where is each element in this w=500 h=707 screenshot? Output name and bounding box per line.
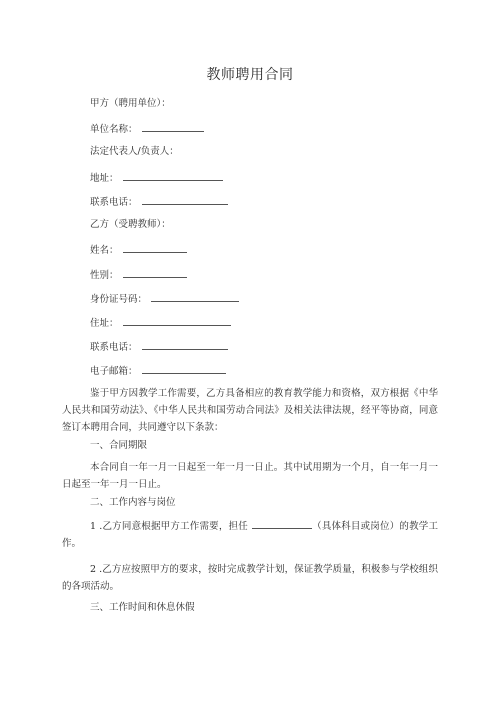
subject-blank <box>252 519 312 529</box>
unit-name-blank <box>142 122 204 132</box>
unit-name-line <box>90 122 204 136</box>
section1-paragraph: 本合同自一年一月一日起至一年一月一日止。其中试用期为一个月，自一年一月一日起至一年一月一日止。 <box>62 462 438 490</box>
gender-line <box>90 268 187 282</box>
address-a-label: 地址： <box>90 173 119 184</box>
name-label: 姓名： <box>90 245 119 256</box>
section2-heading: 二、工作内容与岗位 <box>90 497 176 508</box>
address-b-label: 住址： <box>90 318 119 329</box>
gender-blank <box>123 268 187 278</box>
phone-b-blank <box>142 340 228 350</box>
phone-a-blank <box>142 195 228 205</box>
phone-a-label: 联系电话： <box>90 197 138 208</box>
section1-heading: 一、合同期限 <box>90 440 148 451</box>
email-label: 电子邮箱： <box>90 366 138 377</box>
address-a-blank <box>123 171 223 181</box>
address-b-line <box>90 316 231 330</box>
email-line <box>90 364 226 378</box>
unit-name-label: 单位名称： <box>90 124 138 135</box>
name-line <box>90 243 187 257</box>
section2-item2: 2 .乙方应按照甲方的要求，按时完成教学计划，保证教学质量，积极参与学校组织的各项活动。 <box>62 564 438 592</box>
phone-a-line <box>90 195 228 209</box>
email-blank <box>142 364 226 374</box>
address-b-blank <box>123 316 231 326</box>
name-blank <box>123 243 187 253</box>
phone-b-label: 联系电话： <box>90 342 138 353</box>
id-label: 身份证号码： <box>90 294 148 305</box>
preamble-paragraph: 鉴于甲方因教学工作需要，乙方具备相应的教育教学能力和资格，双方根据《中华人民共和国劳动法》、《中华人民共和国劳动合同法》及相关法律法规，经平等协商，同意签订本聘用合同，共同遵守以下条款： <box>62 388 438 433</box>
party-b-heading: 乙方（受聘教师）： <box>90 219 171 230</box>
id-line <box>90 292 239 306</box>
section3-heading: 三、工作时间和休息休假 <box>90 602 195 613</box>
party-a-heading: 甲方（聘用单位）： <box>90 98 171 109</box>
section2-item1-prefix: 1 .乙方同意根据甲方工作需要，担任 <box>90 521 248 532</box>
document-title: 教师聘用合同 <box>206 67 294 83</box>
phone-b-line <box>90 340 228 354</box>
section2-item1-suffix: （具体科目或岗位）的教学工作。 <box>62 521 438 549</box>
address-a-line <box>90 171 223 185</box>
gender-label: 性别： <box>90 270 119 281</box>
id-blank <box>151 292 239 302</box>
section2-item1 <box>62 518 438 552</box>
legal-rep-label: 法定代表人/负责人： <box>90 146 179 157</box>
